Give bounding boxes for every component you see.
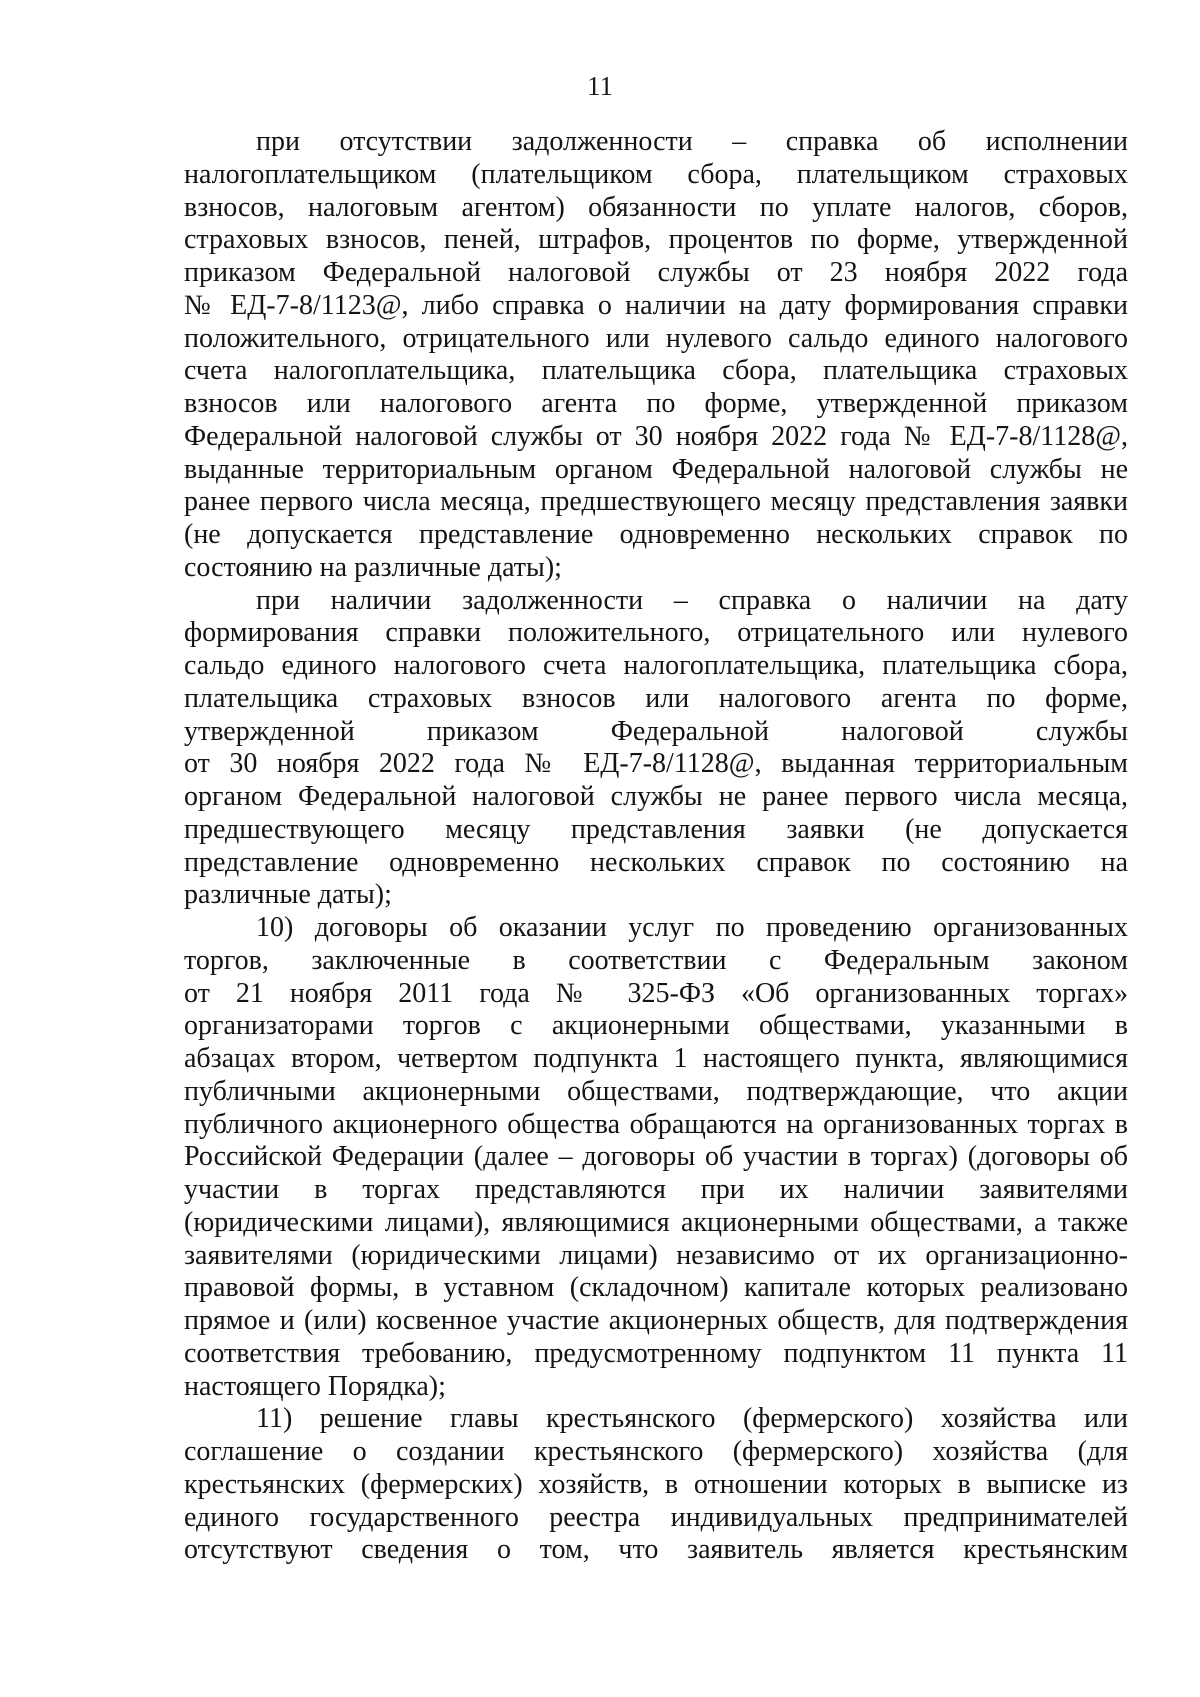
text-line: соответствия требованию, предусмотренному подпунктом 11 пункта 11 <box>184 1337 1128 1369</box>
text-line: утвержденной приказом Федеральной налоговой службы <box>184 715 1128 747</box>
text-line: участии в торгах представляются при их наличии заявителями <box>184 1174 1128 1205</box>
text-line: абзацах втором, четвертом подпункта 1 настоящего пункта, являющимися <box>184 1043 1128 1074</box>
text-line: (юридическими лицами), являющимися акционерными обществами, а также <box>184 1206 1128 1238</box>
text-line: приказом Федеральной налоговой службы от 23 ноября 2022 года <box>184 257 1128 288</box>
text-line: Российской Федерации (далее – договоры об участии в торгах) (договоры об <box>184 1141 1128 1173</box>
text-line: предшествующего месяцу представления заявки (не допускается <box>184 813 1128 845</box>
text-line: при отсутствии задолженности – справка об исполнении <box>256 126 1128 157</box>
text-line: при наличии задолженности – справка о наличии на дату <box>256 584 1128 616</box>
text-line: сальдо единого налогового счета налогоплательщика, плательщика сбора, <box>184 650 1128 681</box>
text-line: от 21 ноября 2011 года № 325-ФЗ «Об организованных торгах» <box>184 977 1128 1009</box>
text-line: положительного, отрицательного или нулевого сальдо единого налогового <box>184 322 1128 354</box>
text-line: 11) решение главы крестьянского (фермерского) хозяйства или <box>256 1403 1128 1435</box>
page-number: 11 <box>587 71 613 101</box>
text-line: плательщика страховых взносов или налогового агента по форме, <box>184 682 1128 714</box>
text-line: № ЕД-7-8/1123@, либо справка о наличии на дату формирования справки <box>184 289 1128 321</box>
text-line: правовой формы, в уставном (складочном) капитале которых реализовано <box>184 1272 1128 1304</box>
text-line: настоящего Порядка); <box>184 1370 446 1402</box>
text-line: от 30 ноября 2022 года № ЕД-7-8/1128@, выданная территориальным <box>184 748 1128 780</box>
paragraph-item-11 <box>184 1403 1128 1567</box>
text-line: органом Федеральной налоговой службы не ранее первого числа месяца, <box>184 781 1128 812</box>
text-line: публичными акционерными обществами, подтверждающие, что акции <box>184 1075 1128 1107</box>
text-line: страховых взносов, пеней, штрафов, процентов по форме, утвержденной <box>184 224 1128 256</box>
document-body <box>184 126 1128 1567</box>
paragraph-item-10 <box>184 912 1128 1403</box>
text-line: соглашение о создании крестьянского (фермерского) хозяйства (для <box>184 1436 1128 1467</box>
text-line: выданные территориальным органом Федеральной налоговой службы не <box>184 453 1128 485</box>
text-line: различные даты); <box>184 879 392 911</box>
text-line: публичного акционерного общества обращаются на организованных торгах в <box>184 1108 1128 1140</box>
text-line: 10) договоры об оказании услуг по проведению организованных <box>256 912 1128 943</box>
text-line: торгов, заключенные в соответствии с Федеральным законом <box>184 944 1128 976</box>
text-line: (не допускается представление одновременно нескольких справок по <box>184 519 1128 550</box>
text-line: крестьянских (фермерских) хозяйств, в отношении которых в выписке из <box>184 1468 1128 1500</box>
text-line: состоянию на различные даты); <box>184 551 562 583</box>
text-line: заявителями (юридическими лицами) независимо от их организационно- <box>184 1239 1128 1271</box>
text-line: взносов или налогового агента по форме, утвержденной приказом <box>184 388 1128 419</box>
text-line: отсутствуют сведения о том, что заявитель является крестьянским <box>184 1534 1128 1566</box>
text-line: организаторами торгов с акционерными обществами, указанными в <box>184 1010 1128 1042</box>
text-line: единого государственного реестра индивидуальных предпринимателей <box>184 1501 1128 1533</box>
text-line: ранее первого числа месяца, предшествующего месяцу представления заявки <box>184 486 1128 518</box>
text-line: счета налогоплательщика, плательщика сбора, плательщика страховых <box>184 355 1128 387</box>
text-line: Федеральной налоговой службы от 30 ноября 2022 года № ЕД-7-8/1128@, <box>184 420 1128 452</box>
paragraph-with-debt <box>184 585 1128 913</box>
text-line: формирования справки положительного, отрицательного или нулевого <box>184 617 1128 649</box>
paragraph-no-debt <box>184 126 1128 585</box>
text-line: налогоплательщиком (плательщиком сбора, плательщиком страховых <box>184 158 1128 190</box>
text-line: взносов, налоговым агентом) обязанности по уплате налогов, сборов, <box>184 191 1128 223</box>
text-line: прямое и (или) косвенное участие акционерных обществ, для подтверждения <box>184 1305 1128 1336</box>
text-line: представление одновременно нескольких справок по состоянию на <box>184 846 1128 878</box>
